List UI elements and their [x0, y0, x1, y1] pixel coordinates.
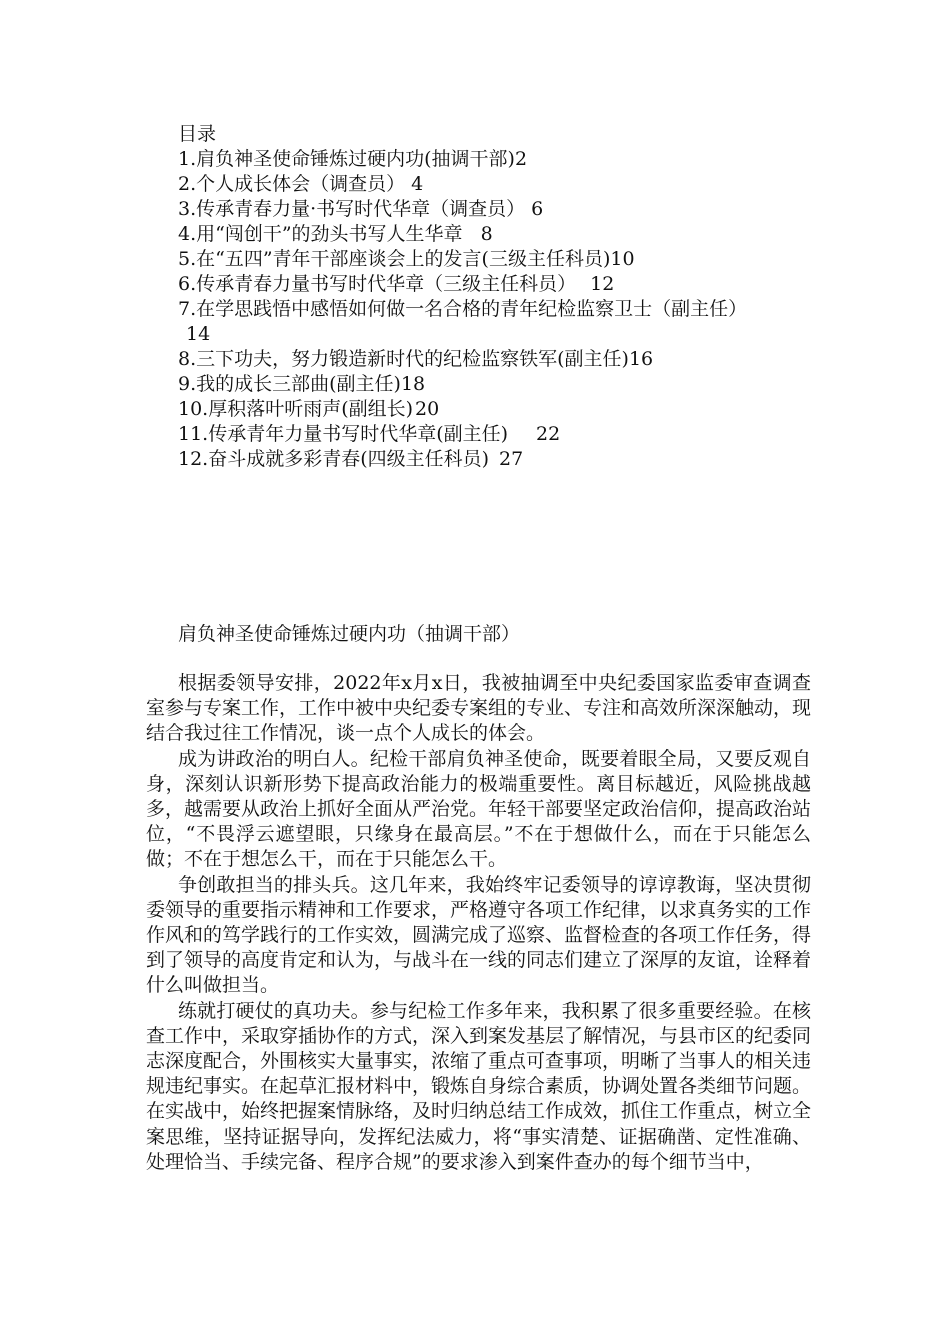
toc-item[interactable] — [146, 172, 811, 197]
toc-item-page: 12 — [590, 273, 615, 295]
toc-item[interactable] — [146, 222, 811, 247]
toc-item[interactable] — [146, 397, 811, 422]
toc-item-text: 4.用“闯创干”的劲头书写人生华章 — [178, 223, 463, 245]
toc-item-text: 2.个人成长体会（调查员） — [178, 173, 406, 195]
toc-item-text: 8.三下功夫，努力锻造新时代的纪检监察铁军(副主任) — [178, 348, 629, 370]
toc-item-text: 3.传承青春力量·书写时代华章（调查员） — [178, 198, 526, 220]
table-of-contents — [146, 122, 811, 472]
toc-item-page: 27 — [499, 448, 524, 470]
toc-item[interactable] — [146, 372, 811, 397]
toc-item-page: 16 — [628, 348, 654, 370]
toc-item-text: 9.我的成长三部曲(副主任) — [178, 373, 401, 395]
toc-item-page: 6 — [531, 198, 544, 220]
toc-item-text: 7.在学思践悟中感悟如何做一名合格的青年纪检监察卫士（副主任） — [178, 298, 748, 320]
toc-item-page: 22 — [536, 423, 561, 445]
article-paragraph: 根据委领导安排，2022年x月x日，我被抽调至中央纪委国家监委审查调查室参与专案工作，工作中被中央纪委专案组的专业、专注和高效所深深触动，现结合我过往工作情况，谈一点个人成长的体会。 — [146, 672, 812, 745]
toc-item[interactable] — [146, 247, 811, 272]
toc-item[interactable] — [146, 197, 811, 222]
toc-item-page: 4 — [411, 173, 424, 195]
article-paragraph: 争创敢担当的排头兵。这几年来，我始终牢记委领导的谆谆教诲，坚决贯彻委领导的重要指示精神和工作要求，严格遵守各项工作纪律，以求真务实的工作作风和的笃学践行的工作实效，圆满完成了巡察、监督检查的各项工作任务，得到了领导的高度肯定和认为，与战斗在一线的同志们建立了深厚的友谊，诠释着什么叫做担当。 — [146, 873, 812, 997]
toc-item[interactable] — [146, 347, 811, 372]
toc-item-text: 1.肩负神圣使命锤炼过硬内功(抽调干部) — [178, 148, 515, 170]
toc-title: 目录 — [178, 123, 217, 145]
toc-item-text: 10.厚积落叶听雨声(副组长) — [178, 398, 414, 420]
article-paragraph: 练就打硬仗的真功夫。参与纪检工作多年来，我积累了很多重要经验。在核查工作中，采取穿插协作的方式，深入到案发基层了解情况，与县市区的纪委同志深度配合，外围核实大量事实，浓缩了重点可查事项，明晰了当事人的相关违规违纪事实。在起草汇报材料中，锻炼自身综合素质，协调处置各类细节问题。在实战中，始终把握案情脉络，及时归纳总结工作成效，抓住工作重点，树立全案思维，坚持证据导向，发挥纪法威力，将“事实清楚、证据确凿、定性准确、处理恰当、手续完备、程序合规”的要求渗入到案件查办的每个细节当中， — [146, 999, 812, 1173]
toc-item-page: 2 — [514, 148, 528, 170]
toc-item-page: 8 — [480, 223, 493, 245]
toc-item-text: 12.奋斗成就多彩青春(四级主任科员) — [178, 448, 490, 470]
toc-item[interactable] — [146, 297, 811, 347]
article-body — [146, 671, 811, 1175]
toc-item-text: 5.在“五四”青年干部座谈会上的发言(三级主任科员) — [178, 248, 611, 270]
toc-item[interactable] — [146, 447, 811, 472]
article-title: 肩负神圣使命锤炼过硬内功（抽调干部） — [178, 623, 521, 645]
toc-item[interactable] — [146, 147, 811, 172]
toc-item-page: 14 — [186, 323, 211, 345]
toc-item-page: 18 — [400, 373, 426, 395]
toc-item-text: 11.传承青年力量书写时代华章(副主任) — [178, 423, 509, 445]
toc-item[interactable] — [146, 272, 811, 297]
toc-item-text: 6.传承青春力量书写时代华章（三级主任科员） — [178, 273, 577, 295]
article-paragraph: 成为讲政治的明白人。纪检干部肩负神圣使命，既要着眼全局，又要反观自身，深刻认识新形势下提高政治能力的极端重要性。离目标越近，风险挑战越多，越需要从政治上抓好全面从严治党。年轻干部要坚定政治信仰，提高政治站位，“不畏浮云遮望眼，只缘身在最高层。”不在于想做什么，而在于只能怎么做；不在于想怎么干，而在于只能怎么干。 — [146, 747, 812, 871]
toc-item[interactable] — [146, 422, 811, 447]
toc-item-page: 10 — [610, 248, 635, 270]
toc-item-page: 20 — [415, 398, 440, 420]
